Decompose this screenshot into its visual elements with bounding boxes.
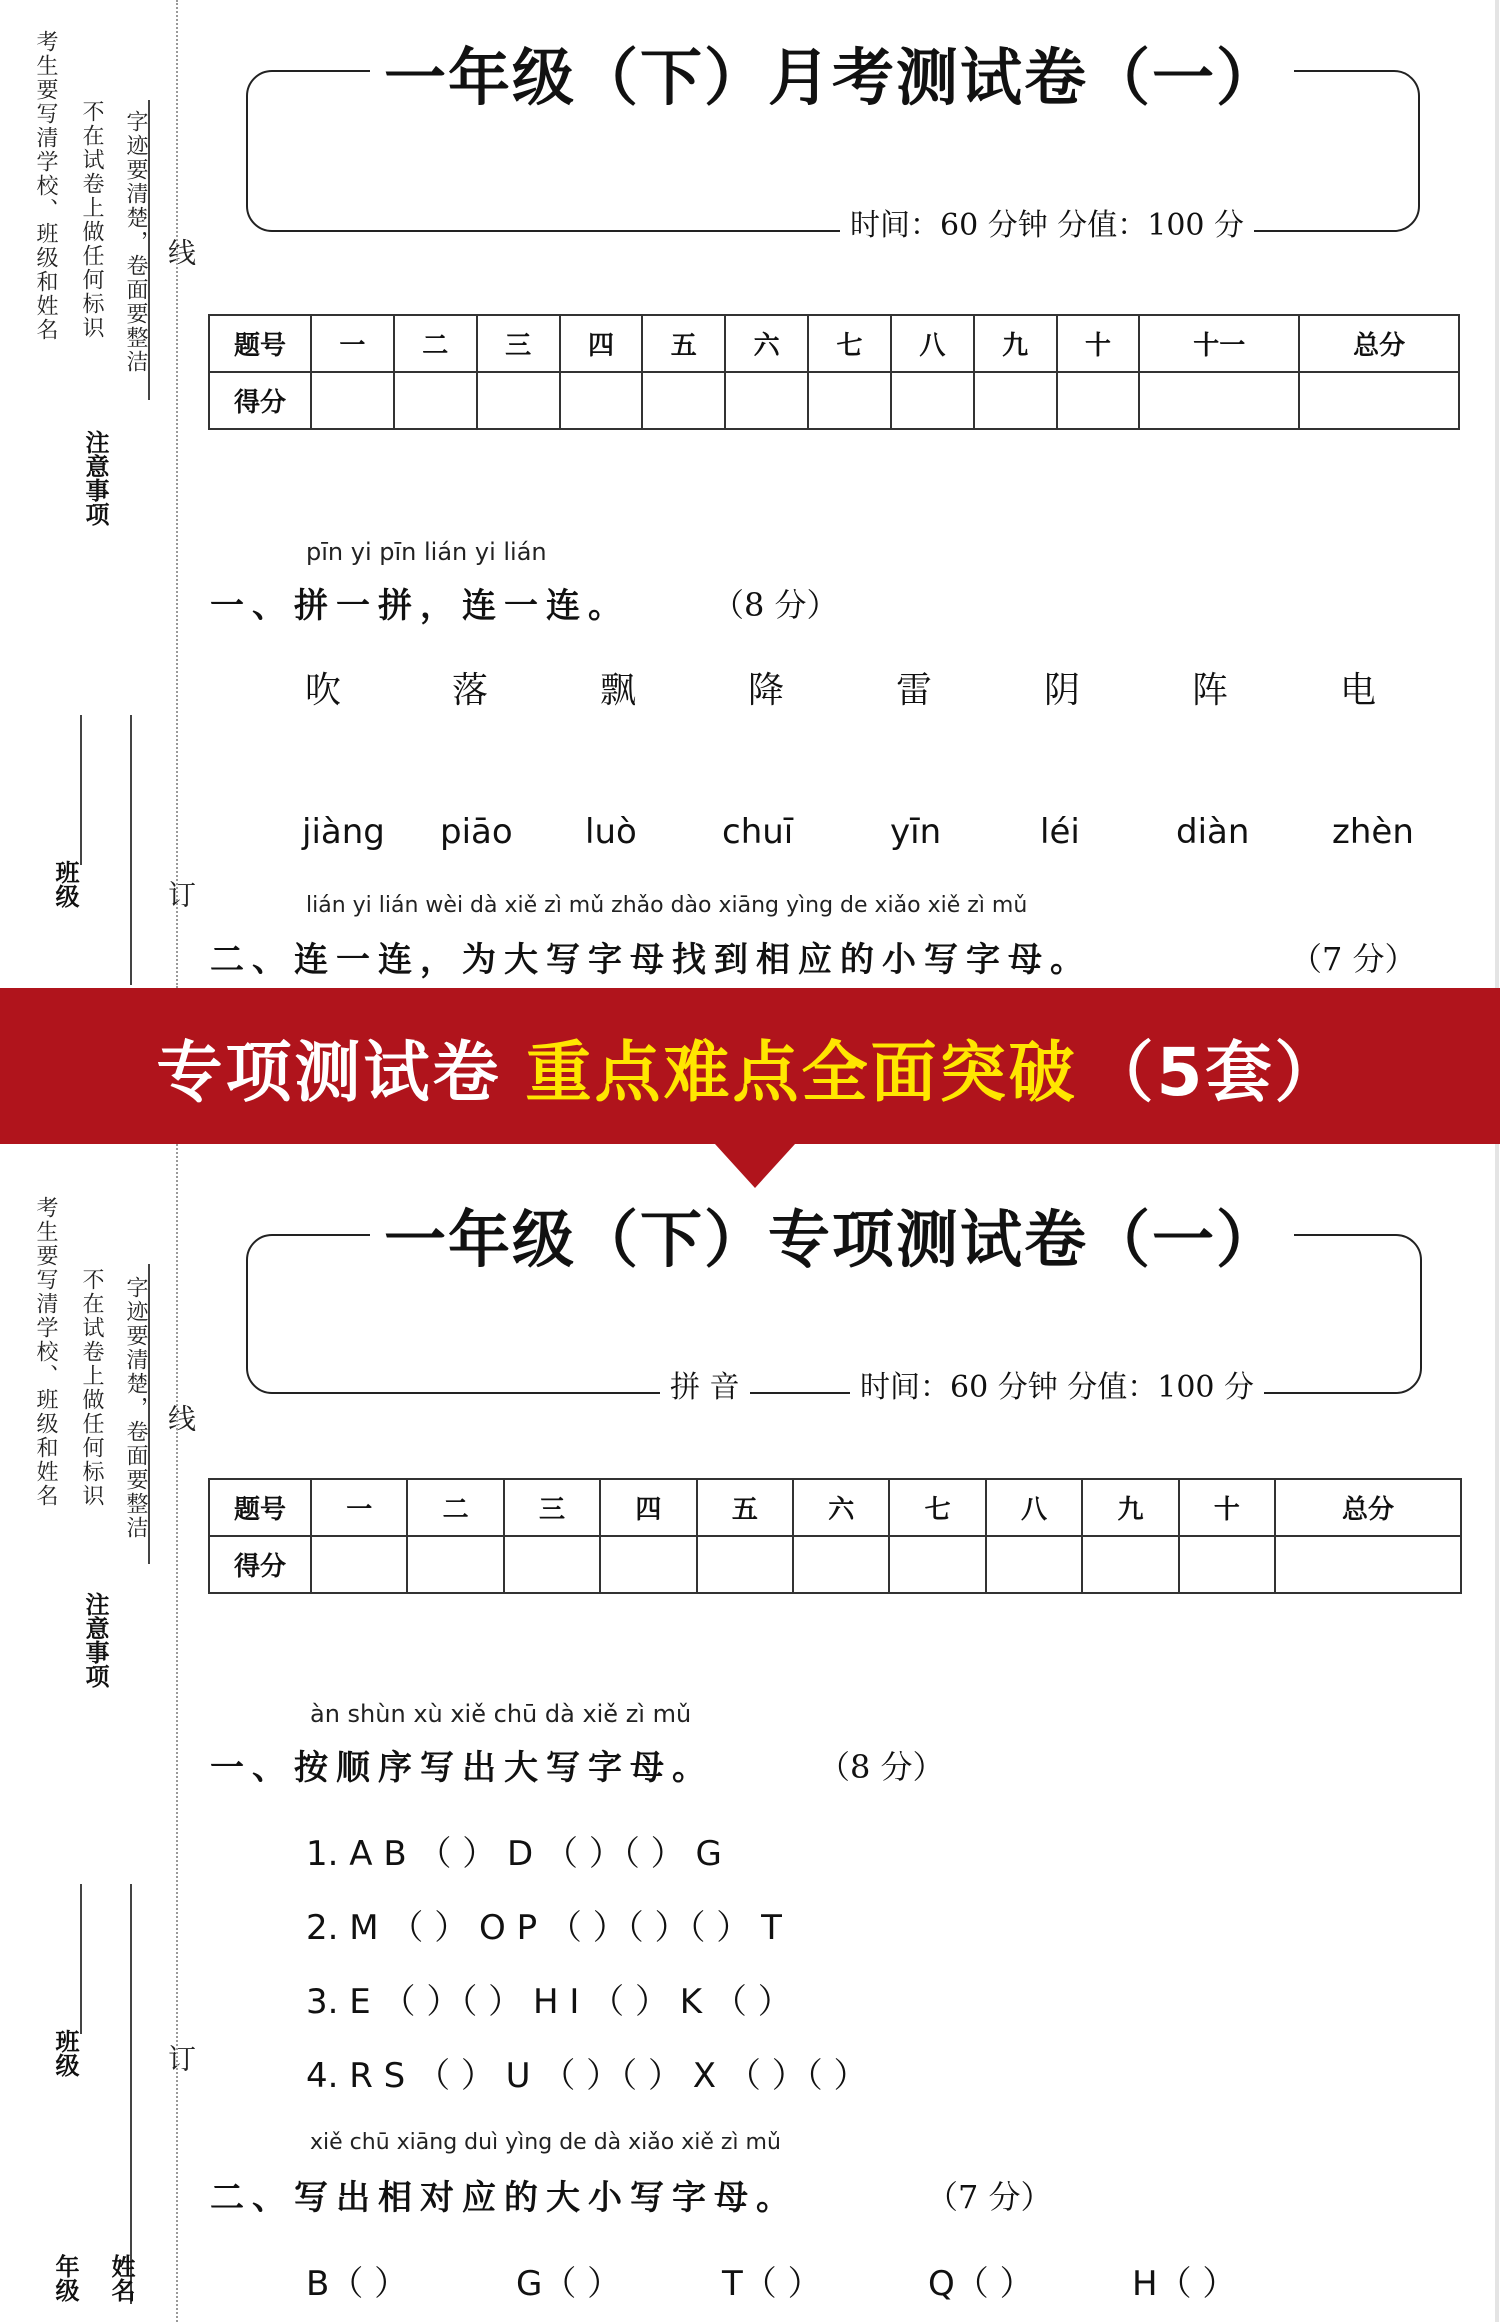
char: 飘 [600,670,637,711]
score-cell[interactable] [986,1536,1082,1593]
col-header: 五 [697,1479,793,1536]
score-cell[interactable] [1139,372,1299,429]
time-score-info: 时间：60 分钟 分值：100 分 [850,1362,1264,1406]
syllable: piāo [440,812,513,852]
q1-text: 一、拼一拼，连一连。 [210,586,630,626]
banner-highlight-text: 重点难点全面突破 [525,1033,1078,1111]
char: 电 [1340,670,1377,711]
q2-score: （7 分） [1290,940,1417,978]
score-cell[interactable] [808,372,891,429]
col-header: 六 [793,1479,889,1536]
char: 吹 [305,670,342,711]
col-header: 二 [394,315,477,372]
monthly-test-paper [0,0,1500,988]
col-header: 十 [1179,1479,1275,1536]
page-edge [1495,0,1499,988]
col-header: 四 [560,315,643,372]
class-line-2 [130,715,132,985]
score-label: 得分 [209,1536,311,1593]
banner-pointer [715,1144,795,1188]
score-table [208,314,1460,430]
char: 阵 [1192,670,1229,711]
q1-score: （8 分） [818,1748,945,1786]
binding-margin [0,0,197,988]
q2-text: 二、写出相对应的大小写字母。 [210,2178,798,2218]
sequence-row[interactable]: 2. M （ ） O P （ ）（ ）（ ） T [306,1908,782,1948]
score-cell[interactable] [1082,1536,1178,1593]
notes-heading: 注意事项 [81,430,109,526]
col-header: 四 [600,1479,696,1536]
syllable: zhèn [1332,812,1414,852]
class-line [80,715,82,865]
score-cell[interactable] [311,1536,407,1593]
sequence-row[interactable]: 1. A B （ ） D （ ）（ ） G [306,1834,722,1874]
answer-item[interactable]: T（ ） [722,2264,822,2304]
promo-banner [0,988,1500,1144]
char: 降 [748,670,785,711]
score-cell[interactable] [394,372,477,429]
col-header: 三 [477,315,560,372]
char: 雷 [896,670,933,711]
paper-title: 一年级（下）月考测试卷（一） [370,28,1294,117]
class-label: 班级 [51,2029,79,2077]
score-label: 得分 [209,372,311,429]
q2-pinyin: xiě chū xiāng duì yìng de dà xiǎo xiě zì mǔ [310,2130,781,2155]
q1-text: 一、按顺序写出大写字母。 [210,1748,714,1788]
syllable: yīn [890,812,942,852]
syllable: chuī [722,812,794,852]
col-header: 总分 [1275,1479,1461,1536]
class-line-2 [130,1884,132,2304]
score-cell[interactable] [560,372,643,429]
score-cell[interactable] [889,1536,985,1593]
page-edge [1495,1144,1499,2322]
col-header: 八 [986,1479,1082,1536]
seal-bind-mark: 订 [164,880,197,910]
answer-item[interactable]: Q（ ） [928,2264,1034,2304]
score-cell[interactable] [311,372,394,429]
margin-note-3: 字迹要清楚，卷面要整洁 [123,1276,148,1540]
answer-item[interactable]: B（ ） [306,2264,409,2304]
margin-note-2: 不在试卷上做任何标识 [79,1268,104,1508]
banner-text [0,988,1500,1144]
col-header: 二 [407,1479,503,1536]
q1-pinyin: pīn yi pīn lián yi lián [306,538,547,566]
subject-label: 拼 音 [660,1362,750,1406]
dotted-cut-line [176,1144,178,2322]
answer-item[interactable]: H（ ） [1132,2264,1237,2304]
banner-set-count: （5套） [1087,1033,1344,1111]
col-header: 七 [889,1479,985,1536]
class-label: 班级 [51,860,79,908]
margin-note-2: 不在试卷上做任何标识 [79,100,104,340]
time-score-info: 时间：60 分钟 分值：100 分 [840,200,1254,244]
sequence-row[interactable]: 3. E （ ）（ ） H I （ ） K （ ） [306,1982,792,2022]
col-header: 六 [725,315,808,372]
score-cell[interactable] [407,1536,503,1593]
char: 阴 [1044,670,1081,711]
col-header: 总分 [1299,315,1459,372]
margin-note-1: 考生要写清学校、班级和姓名 [33,1196,58,1508]
col-header: 十一 [1139,315,1299,372]
banner-white-text: 专项测试卷 [156,1033,502,1111]
score-cell[interactable] [1057,372,1140,429]
seal-line-mark: 线 [164,1404,197,1434]
q2-pinyin: lián yi lián wèi dà xiě zì mǔ zhǎo dào xiāng yìng de xiǎo xiě zì mǔ [306,893,1028,918]
score-cell[interactable] [725,372,808,429]
margin-note-3: 字迹要清楚，卷面要整洁 [123,110,148,374]
score-cell[interactable] [793,1536,889,1593]
q2-text: 二、连一连，为大写字母找到相应的小写字母。 [210,940,1092,980]
score-cell[interactable] [477,372,560,429]
syllable: léi [1040,812,1080,852]
col-header: 八 [891,315,974,372]
char: 落 [452,670,489,711]
margin-note-1: 考生要写清学校、班级和姓名 [33,30,58,342]
q1-score: （8 分） [712,586,839,624]
grade-label: 年级 [51,2254,79,2302]
col-header: 一 [311,315,394,372]
question-number-label: 题号 [209,315,311,372]
notes-heading: 注意事项 [81,1592,109,1688]
syllable: diàn [1176,812,1250,852]
score-cell[interactable] [891,372,974,429]
col-header: 十 [1057,315,1140,372]
score-cell[interactable] [697,1536,793,1593]
col-header: 五 [642,315,725,372]
score-cell[interactable] [1179,1536,1275,1593]
paper-title: 一年级（下）专项测试卷（一） [370,1190,1294,1279]
col-header: 一 [311,1479,407,1536]
col-header: 七 [808,315,891,372]
syllable: jiàng [302,812,385,852]
dotted-cut-line [176,0,178,988]
question-number-label: 题号 [209,1479,311,1536]
score-cell[interactable] [974,372,1057,429]
margin-bracket [148,100,150,400]
seal-line-mark: 线 [164,238,197,268]
binding-margin [0,1144,197,2322]
col-header: 九 [974,315,1057,372]
margin-bracket [148,1264,150,1564]
score-cell[interactable] [600,1536,696,1593]
class-line [80,1884,82,2034]
special-test-paper [0,1144,1500,2322]
name-label: 姓名 [107,2254,135,2302]
q1-pinyin: àn shùn xù xiě chū dà xiě zì mǔ [310,1700,692,1728]
score-cell[interactable] [1299,372,1459,429]
col-header: 三 [504,1479,600,1536]
col-header: 九 [1082,1479,1178,1536]
score-cell[interactable] [1275,1536,1461,1593]
answer-item[interactable]: G（ ） [516,2264,622,2304]
syllable: luò [585,812,637,852]
score-table [208,1478,1462,1594]
q2-score: （7 分） [926,2178,1053,2216]
score-cell[interactable] [642,372,725,429]
seal-bind-mark: 订 [164,2044,197,2074]
sequence-row[interactable]: 4. R S （ ） U （ ）（ ） X （ ）（ ） [306,2056,868,2096]
score-cell[interactable] [504,1536,600,1593]
